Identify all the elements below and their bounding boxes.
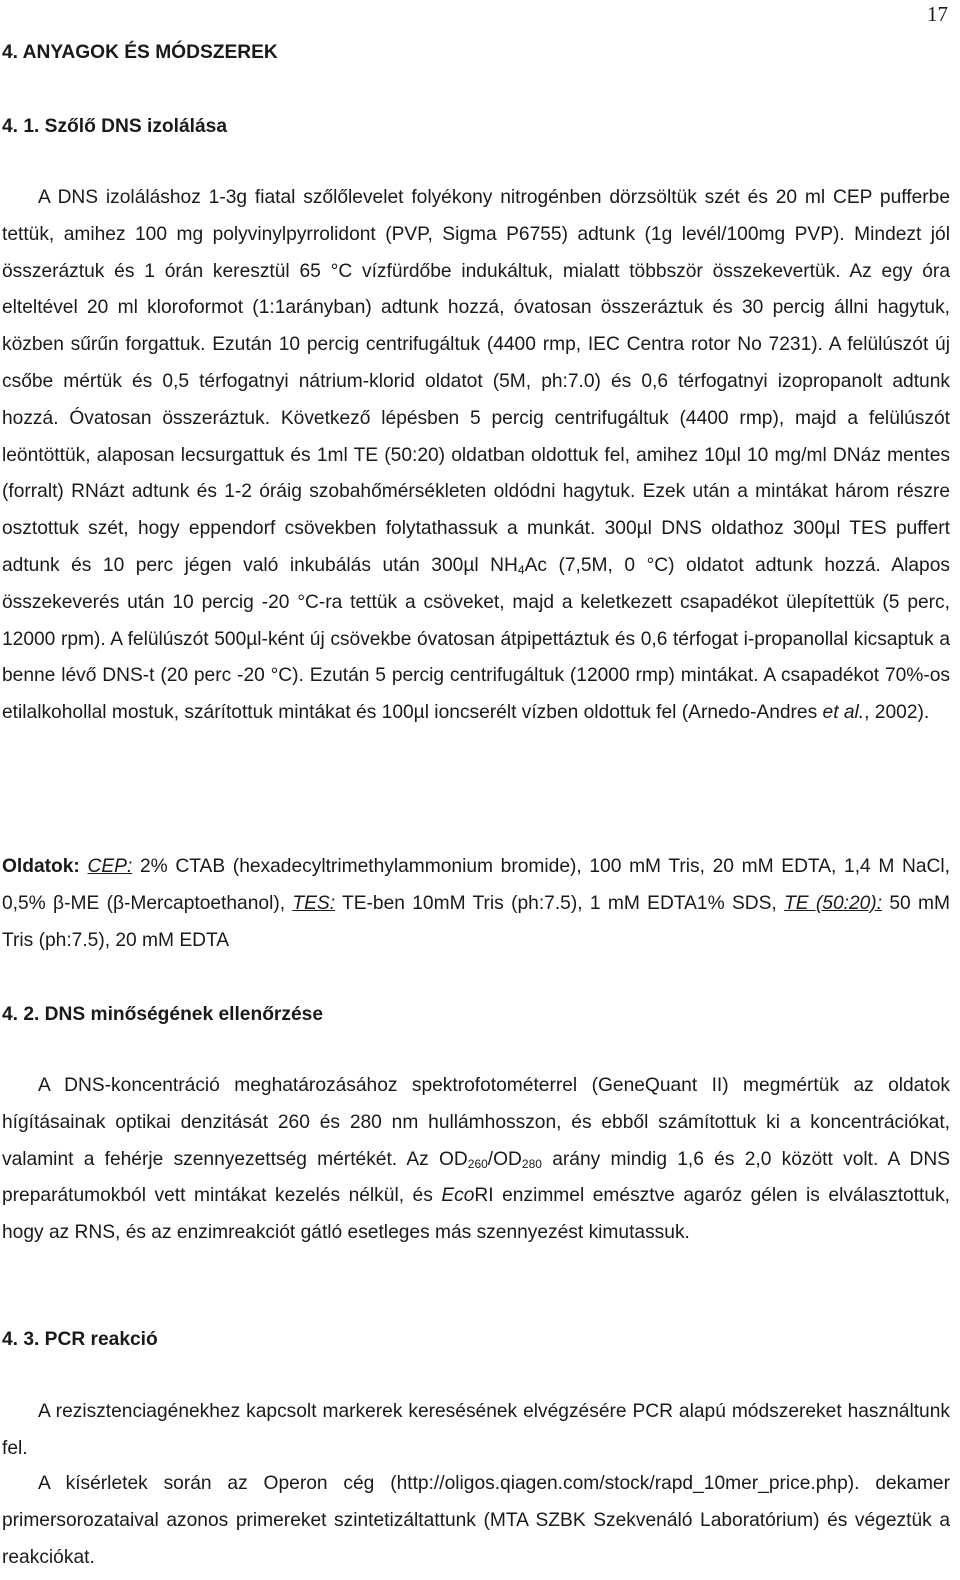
subscript: 4 bbox=[517, 562, 525, 577]
paragraph-text: Ac (7,5M, 0 °C) oldatot adtunk hozzá. Alapos összekeverés után 10 percig -20 °C-ra tettük a csöveket, majd a keletkezett csapadékot ülepítettük (5 perc, 12000 rpm). A felülúszót 500µl-ként új csövekbe óvatosan átpipettáztuk és 0,6 térfogat i-propanollal kicsaptuk a benne lévő DNS-t (20 perc -20 °C). Ezután 5 percig centrifugáltuk (12000 rmp) mintákat. A csapadékot 70%-os etilalkohollal mostuk, szárítottuk mintákat és 100µl ioncserélt vízben oldottuk fel (Arnedo-Andres bbox=[2, 554, 950, 724]
citation-et-al: et al. bbox=[822, 702, 865, 724]
paragraph-text: arány mindig 1,6 és 2,0 között volt. A DNS preparátumokból vett mintákat kezelés nélkül, és bbox=[2, 1148, 950, 1207]
solutions-paragraph bbox=[2, 849, 950, 959]
paragraph-text: RI enzimmel emésztve agaróz gélen is elválasztottuk, hogy az RNS, és az enzimreakciót gátló esetleges más szennyezést kimutassuk. bbox=[2, 1185, 950, 1244]
tes-text: TE-ben 10mM Tris (ph:7.5), 1 mM EDTA1% SDS, bbox=[335, 892, 785, 914]
chapter-title: 4. ANYAGOK ÉS MÓDSZEREK bbox=[2, 42, 278, 63]
pcr-paragraph-1: A rezisztenciagénekhez kapcsolt markerek keresésének elvégzésére PCR alapú módszereket használtunk fel. bbox=[2, 1401, 950, 1459]
te-label: TE (50:20): bbox=[784, 892, 883, 914]
section-heading-4-2: 4. 2. DNS minőségének ellenőrzése bbox=[2, 1004, 323, 1025]
subscript: 280 bbox=[521, 1156, 542, 1171]
subscript: 260 bbox=[467, 1156, 488, 1171]
section-heading-4-1: 4. 1. Szőlő DNS izolálása bbox=[2, 116, 227, 137]
pcr-paragraph-2: A kísérletek során az Operon cég (http://oligos.qiagen.com/stock/rapd_10mer_price.php). dekamer primersorozataival azonos primereket szintetizáltattunk (MTA SZBK Szekvenáló Laboratórium) és végeztük a reakciókat. bbox=[2, 1473, 950, 1568]
page-number: 17 bbox=[927, 2, 948, 26]
dna-isolation-paragraph bbox=[2, 180, 950, 732]
paragraph-text: A DNS-koncentráció meghatározásához spektrofotométerrel (GeneQuant II) megmértük az oldatok hígításainak optikai denzitását 260 és 280 nm hullámhosszon, és ebből számítottuk ki a koncentrációkat, valamint a fehérje szennyezettség mértékét. Az OD bbox=[2, 1075, 950, 1170]
cep-text: 2% CTAB (hexadecyltrimethylammonium bromide), 100 mM Tris, 20 mM EDTA, 1,4 M NaCl, 0,5% β-ME (β-Mercaptoethanol), bbox=[2, 856, 950, 914]
dna-quality-paragraph bbox=[2, 1068, 950, 1252]
paragraph-text: A DNS izoláláshoz 1-3g fiatal szőlőlevelet folyékony nitrogénben dörzsöltük szét és 20 ml CEP pufferbe tettük, amihez 100 mg polyvinylpyrrolidont (PVP, Sigma P6755) adtunk (1g levél/100mg PVP). Mindezt jól összeráztuk és 1 órán keresztül 65 °C vízfürdőbe indukáltuk, mialatt többször összekevertük. Az egy óra elteltével 20 ml kloroformot (1:1arányban) adtunk hozzá, óvatosan összeráztuk és 30 percig állni hagytuk, közben sűrűn forgattuk. Ezután 10 percig centrifugáltuk (4400 rmp, IEC Centra rotor No 7231). A felülúszót új csőbe mértük és 0,5 térfogatnyi nátrium-klorid oldatot (5M, ph:7.0) és 0,6 térfogatnyi izopropanolt adtunk hozzá. Óvatosan összeráztuk. Következő lépésben 5 percig centrifugáltuk (4400 rmp), majd a felülúszót leöntöttük, alaposan lecsurgattuk és 1ml TE (50:20) oldatban oldottuk fel, amihez 10µl 10 mg/ml DNáz mentes (forralt) RNázt adtunk és 1-2 óráig szobahőmérsékleten oldódni hagytuk. Ezek után a mintákat három részre osztottuk szét, hogy eppendorf csövekben folytathassuk a munkát. 300µl DNS oldathoz 300µl TES puffert adtunk és 10 perc jégen való inkubálás után 300µl NH bbox=[2, 187, 950, 576]
solutions-label: Oldatok: bbox=[2, 856, 80, 877]
tes-label: TES: bbox=[292, 892, 336, 914]
paragraph-text: /OD bbox=[487, 1148, 522, 1170]
paragraph-text: , 2002). bbox=[864, 702, 930, 724]
te-text: 50 mM Tris (ph:7.5), 20 mM EDTA bbox=[2, 892, 950, 951]
section-heading-4-3: 4. 3. PCR reakció bbox=[2, 1329, 158, 1350]
enzyme-name: Eco bbox=[441, 1185, 475, 1207]
cep-label: CEP: bbox=[87, 856, 133, 877]
